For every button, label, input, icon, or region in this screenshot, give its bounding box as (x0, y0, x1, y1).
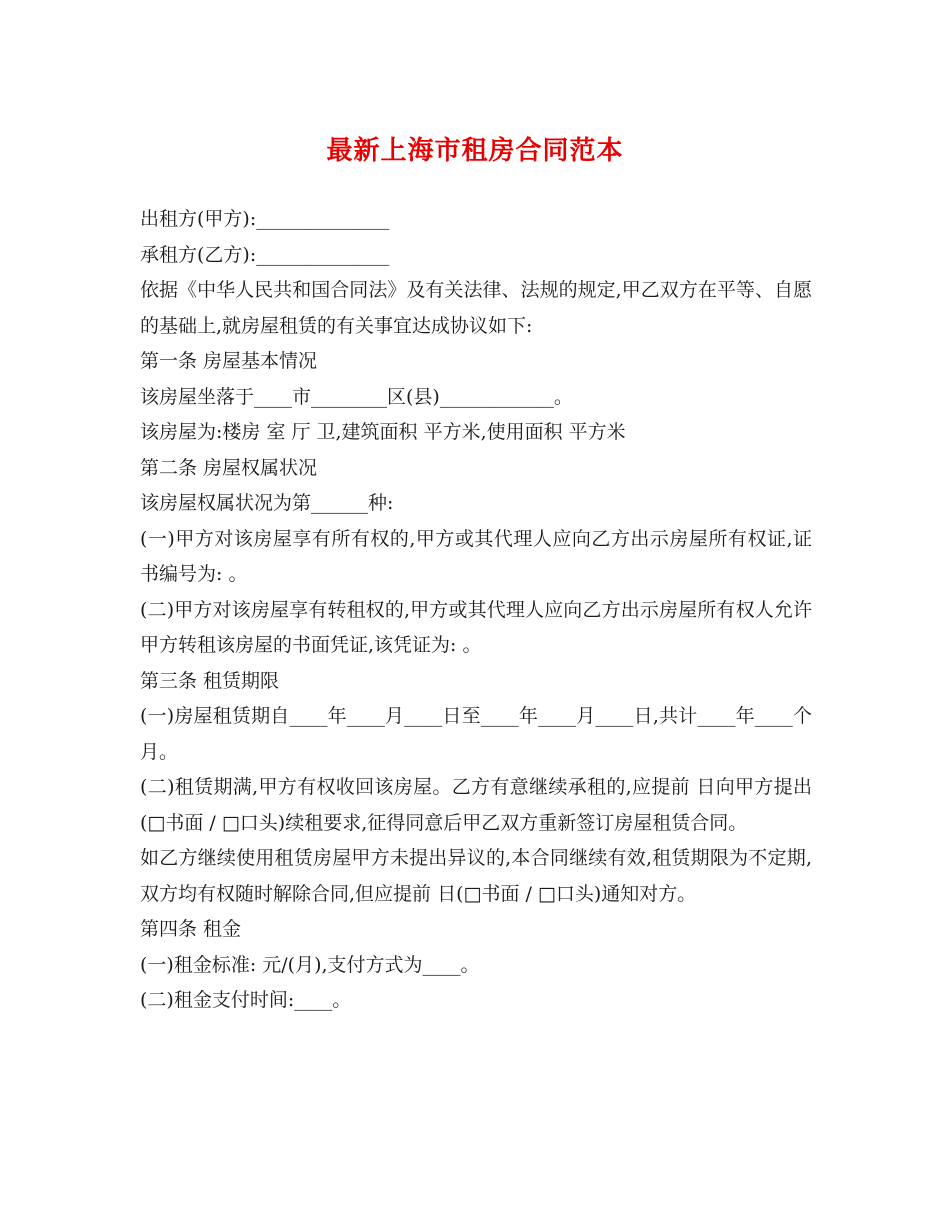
article-1-heading: 第一条 房屋基本情况 (140, 350, 318, 372)
property-location-line: 该房屋坐落于____市________区(县)____________。 (140, 385, 573, 408)
article-4-heading: 第四条 租金 (140, 918, 242, 940)
lease-term-clause-1: (一)房屋租赁期自____年____月____日至____年____月____日,共计____年____个月。 (140, 705, 812, 763)
rent-payment-time-line: (二)租金支付时间:____。 (140, 989, 352, 1011)
ownership-clause-2: (二)甲方对该房屋享有转租权的,甲方或其代理人应向乙方出示房屋所有权人允许甲方转租该房屋的书面凭证,该凭证为: 。 (140, 598, 812, 656)
article-2-heading: 第二条 房屋权属状况 (140, 456, 318, 479)
lessor-line: 出租方(甲方):______________ (140, 208, 390, 230)
preamble-paragraph: 依据《中华人民共和国合同法》及有关法律、法规的规定,甲乙双方在平等、自愿的基础上,就房屋租赁的有关事宜达成协议如下: (140, 279, 812, 337)
lease-continuation-clause: 如乙方继续使用租赁房屋甲方未提出异议的,本合同继续有效,租赁期限为不定期,双方均有权随时解除合同,但应提前 日(□书面 / □口头)通知对方。 (140, 847, 812, 905)
ownership-clause-1: (一)甲方对该房屋享有所有权的,甲方或其代理人应向乙方出示房屋所有权证,证书编号为: 。 (140, 527, 812, 585)
document-body (140, 202, 812, 1019)
ownership-type-line: 该房屋权属状况为第______种: (140, 492, 394, 514)
lease-term-clause-2: (二)租赁期满,甲方有权收回该房屋。乙方有意继续承租的,应提前 日向甲方提出(□书面 / □口头)续租要求,征得同意后甲乙双方重新签订房屋租赁合同。 (140, 776, 812, 834)
article-3-heading: 第三条 租赁期限 (140, 669, 280, 692)
property-layout-line: 该房屋为:楼房 室 厅 卫,建筑面积 平方米,使用面积 平方米 (140, 421, 626, 443)
document-title: 最新上海市租房合同范本 (326, 136, 624, 166)
rent-standard-line: (一)租金标准: 元/(月),支付方式为____。 (140, 953, 480, 976)
lessee-line: 承租方(乙方):______________ (140, 243, 390, 266)
